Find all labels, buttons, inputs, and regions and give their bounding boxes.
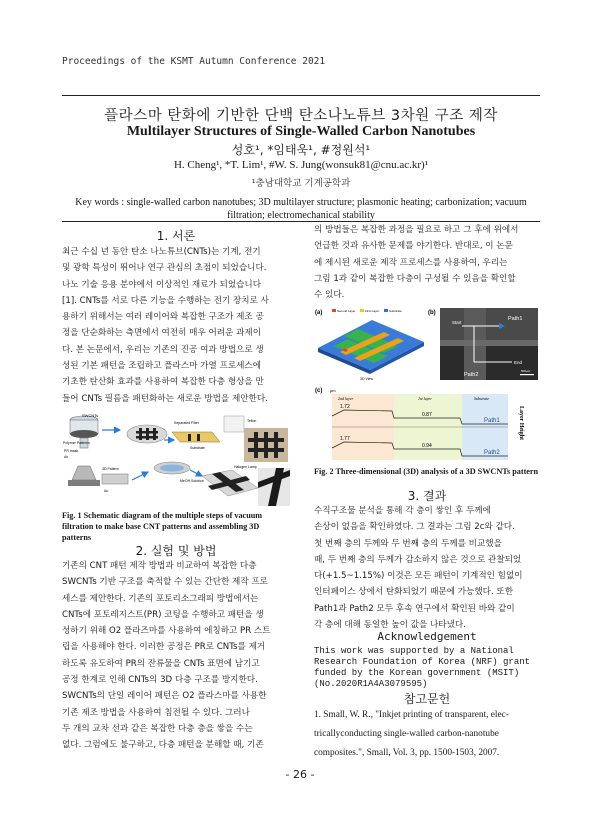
panel-c-profiles xyxy=(332,394,508,460)
text-line: SWCNTs의 단일 레이어 패턴은 O2 플라스마를 사용한 xyxy=(62,691,267,702)
intro-paragraph xyxy=(62,244,290,407)
english-authors: H. Cheng¹, *T. Lim¹, #W. S. Jung(wonsuk81@cnu.ac.kr)¹ xyxy=(173,159,429,171)
text-line: Research Foundation of Korea (NRF) grant xyxy=(314,657,531,667)
text-line: 두 개의 교차 선과 같은 복잡한 다층 층을 쌓을 수는 xyxy=(62,723,253,734)
text-line: 각 층에 대해 동일한 높이 값을 나타냈다. xyxy=(314,620,466,631)
flow-arrow-3 xyxy=(132,472,148,480)
text-line: 인터페이스 상에서 탄화되었기 때문에 가능했다. 또한 xyxy=(314,587,514,598)
figure-1-schematic xyxy=(62,410,290,508)
teflon-holder xyxy=(224,416,244,432)
text-line: 세스를 제안한다. 기존의 포토리소그래피 방법에서는 xyxy=(62,593,259,604)
text-line: composites.", Small, Vol. 3, pp. 1500-1503, 2007. xyxy=(314,748,500,758)
halogen-lamp xyxy=(68,466,128,486)
header-rule xyxy=(62,95,540,96)
korean-title: 플라스마 탄화에 기반한 단백 탄소나노튜브 3차원 구조 제작 xyxy=(104,108,498,124)
references-list xyxy=(314,706,540,763)
text-line: SWCNTs 기반 구조를 축적할 수 있는 간단한 제작 프로 xyxy=(62,577,268,588)
results-heading: 3. 결과 xyxy=(407,489,447,503)
panel-c-label: (c) xyxy=(315,388,323,394)
flow-arrow-4 xyxy=(190,470,202,476)
keywords xyxy=(62,196,540,222)
label-halogen-lamp: 3D Pattern xyxy=(102,467,119,471)
label-swcnts: SWCNTs xyxy=(82,413,99,418)
panel-a-caption: 3D View xyxy=(360,377,373,381)
path1-value2: 0.87 xyxy=(422,412,432,418)
panel-b-scale: 500µm xyxy=(521,369,531,373)
patterned-filter xyxy=(127,425,167,443)
text-line: 의 방법들은 복잡한 과정을 필요로 하고 그 후에 위에서 xyxy=(314,225,519,235)
svg-text:First Layer: First Layer xyxy=(365,309,380,313)
keywords-line-1: Key words : single-walled carbon nanotubes; 3D multilayer structure; plasmonic heating; carbonization; vacuum xyxy=(75,197,527,208)
text-line: 첫 번째 층의 두께와 두 번째 층의 두께를 비교했을 xyxy=(314,538,502,549)
keywords-line-2: filtration; electromechanical stability xyxy=(227,210,375,221)
text-line: 에 제시된 새로운 제작 프로세스를 사용하여, 우리는 xyxy=(314,257,508,268)
methods-paragraph xyxy=(62,558,290,754)
label-air: Air xyxy=(64,455,69,459)
text-line: 때, 두 번째 층의 두께가 감소하지 않은 것으로 관찰되었 xyxy=(314,554,522,565)
path2-value2: 0.94 xyxy=(422,443,432,449)
figure-2-analysis xyxy=(314,306,540,462)
path1-value1: 1.72 xyxy=(340,404,350,410)
english-title: Multilayer Structures of Single-Walled Carbon Nanotubes xyxy=(126,124,476,139)
sample-photo xyxy=(244,428,288,462)
svg-text:Substrate: Substrate xyxy=(389,309,402,313)
panel-b-path1: Path1 xyxy=(508,316,523,322)
panel-b-label: (b) xyxy=(428,310,436,316)
label-separated-filter: Separated Filter xyxy=(174,421,199,425)
page-number: - 26 - xyxy=(285,768,315,781)
panel-a-label: (a) xyxy=(315,310,323,316)
text-line: 최근 수십 년 동안 탄소 나노튜브(CNTs)는 기계, 전기 xyxy=(62,247,261,257)
text-line: 기존 제조 방법을 사용하여 침전될 수 있다. 그러나 xyxy=(62,707,250,718)
panel-c-substrate: Substrate xyxy=(474,396,490,401)
label-meoh: MeOH Solution xyxy=(180,479,204,483)
path2-value1: 1.77 xyxy=(340,436,350,442)
running-head: Proceedings of the KSMT Autumn Conference 2021 xyxy=(62,56,326,67)
figure-2-caption: Fig. 2 Three-dimensional (3D) analysis of a 3D SWCNTs pattern xyxy=(314,467,539,476)
panel-b-path2: Path2 xyxy=(464,372,479,378)
text-line: 기존의 CNT 패턴 제작 방법과 비교하여 복잡한 다층 xyxy=(62,561,257,571)
ack-paragraph xyxy=(314,646,540,690)
methods-paragraph-continued xyxy=(314,222,540,303)
text-line: 정을 단순화하는 측면에서 여전히 매우 어려운 과제이 xyxy=(62,328,262,339)
text-line: 공정 한계로 인해 CNTs의 3D 다층 구조를 방지한다. xyxy=(62,675,258,686)
affiliation: ¹충남대학교 기계공학과 xyxy=(251,178,351,189)
meoh-bath xyxy=(154,462,190,474)
text-line: [1]. CNTs를 서로 다른 기능을 수행하는 전기 장치로 사 xyxy=(62,295,269,306)
text-line: 1. Small, W. R., "Inkjet printing of transparent, elec- xyxy=(314,710,509,720)
text-line: 언급한 것과 유사한 문제를 야기한다. 반대로, 이 논문 xyxy=(314,241,513,252)
text-line: 기초한 탄산화 효과를 사용하여 복잡한 다층 형상을 만 xyxy=(62,377,264,388)
svg-text:Second Layer: Second Layer xyxy=(337,309,356,313)
3d-pattern-block xyxy=(202,470,258,496)
text-line: CNTs에 포토레지스트(PR) 코팅을 수행하고 패턴을 생 xyxy=(62,609,264,620)
text-line: 다(+1.5~1.15%) 이것은 모든 패턴이 기계적인 힘없이 xyxy=(314,571,523,582)
text-line: 립을 사용해야 한다. 이러한 공정은 PR로 CNTs를 제거 xyxy=(62,642,266,653)
panel-b-end: End xyxy=(514,360,523,365)
panel-a-legend xyxy=(332,309,402,313)
text-line: 및 광학 특성이 뛰어나 연구 관심의 초점이 되었습니다. xyxy=(62,263,267,274)
label-pr-mask: PR mask xyxy=(64,449,79,453)
path2-label: Path2 xyxy=(484,450,500,456)
label-au: Au xyxy=(104,489,109,493)
text-line: 나노 기술 응용 분야에서 이상적인 재료가 되었습니다 xyxy=(62,279,262,290)
text-line: tricallyconducting single-walled carbon-nanotube xyxy=(314,729,499,739)
panel-a-3d-view xyxy=(318,320,424,374)
korean-authors: 성호¹, *임태욱¹, #정원석¹ xyxy=(231,143,371,157)
results-paragraph xyxy=(314,503,540,633)
text-line: 다. 본 논문에서, 우리는 기존의 진공 여과 방법으로 생 xyxy=(62,344,264,355)
label-3d-pattern: Halogen Lamp xyxy=(234,465,257,469)
text-line: 성하기 위해 O2 플라즈마를 사용하여 에칭하고 PR 스트 xyxy=(62,626,271,637)
label-teflon: Teflon xyxy=(247,419,257,423)
text-line: Path1과 Path2 모두 후속 연구에서 확인된 바와 같이 xyxy=(314,603,515,614)
text-line: 수 있다. xyxy=(314,290,345,301)
figure-1-caption: Fig. 1 Schematic diagram of the multiple steps of vacuum filtration to make base CNT patterns and assembling 3D patterns xyxy=(62,511,263,542)
cross-photo xyxy=(258,468,290,506)
ack-heading: Acknowledgement xyxy=(377,630,477,643)
text-line: 수직구조물 분석을 통해 각 층이 쌓인 후 두께에 xyxy=(314,506,491,516)
label-substrate: Substrate xyxy=(190,446,205,450)
text-line: funded by the Korean government (MSIT) xyxy=(314,668,520,678)
text-line: (No.2020R1A4A3079595) xyxy=(314,679,428,689)
intro-heading: 1. 서론 xyxy=(156,229,196,243)
text-line: 성된 기본 패턴을 조립하고 플라스마 가열 프로세스에 xyxy=(62,361,262,372)
label-polymer: Polymer Patterns xyxy=(63,441,90,445)
text-line: This work was supported by a National xyxy=(314,646,514,656)
text-line: 그림 1과 같이 복잡한 다층이 구성될 수 있음을 확인할 xyxy=(314,273,516,284)
text-line: 들어 CNTs 필름을 패턴화하는 새로운 방법을 제안한다. xyxy=(62,393,268,404)
methods-heading: 2. 실험 및 방법 xyxy=(135,544,217,558)
text-line: 용하기 위해서는 여러 레이어와 복잡한 구조가 제조 공 xyxy=(62,312,264,323)
text-line: 하도록 유도하여 PR의 잔류물을 CNTs 표면에 남기고 xyxy=(62,658,260,669)
panel-b-start: Start xyxy=(452,320,462,325)
panel-c-1st-layer: 1st layer xyxy=(418,396,432,401)
panel-c-unit: µm xyxy=(330,388,336,393)
substrate-block xyxy=(172,432,220,442)
panel-c-2nd-layer: 2nd layer xyxy=(338,396,354,401)
panel-c-axis-title: Layer Height xyxy=(518,406,524,441)
text-line: 없다. 그럼에도 불구하고, 다층 패턴을 분해할 때, 기존 xyxy=(62,740,264,751)
text-line: 손상이 없음을 확인하였다. 그 결과는 그림 2c와 같다. xyxy=(314,522,515,533)
path1-label: Path1 xyxy=(484,418,500,424)
references-heading: 참고문헌 xyxy=(403,692,451,706)
